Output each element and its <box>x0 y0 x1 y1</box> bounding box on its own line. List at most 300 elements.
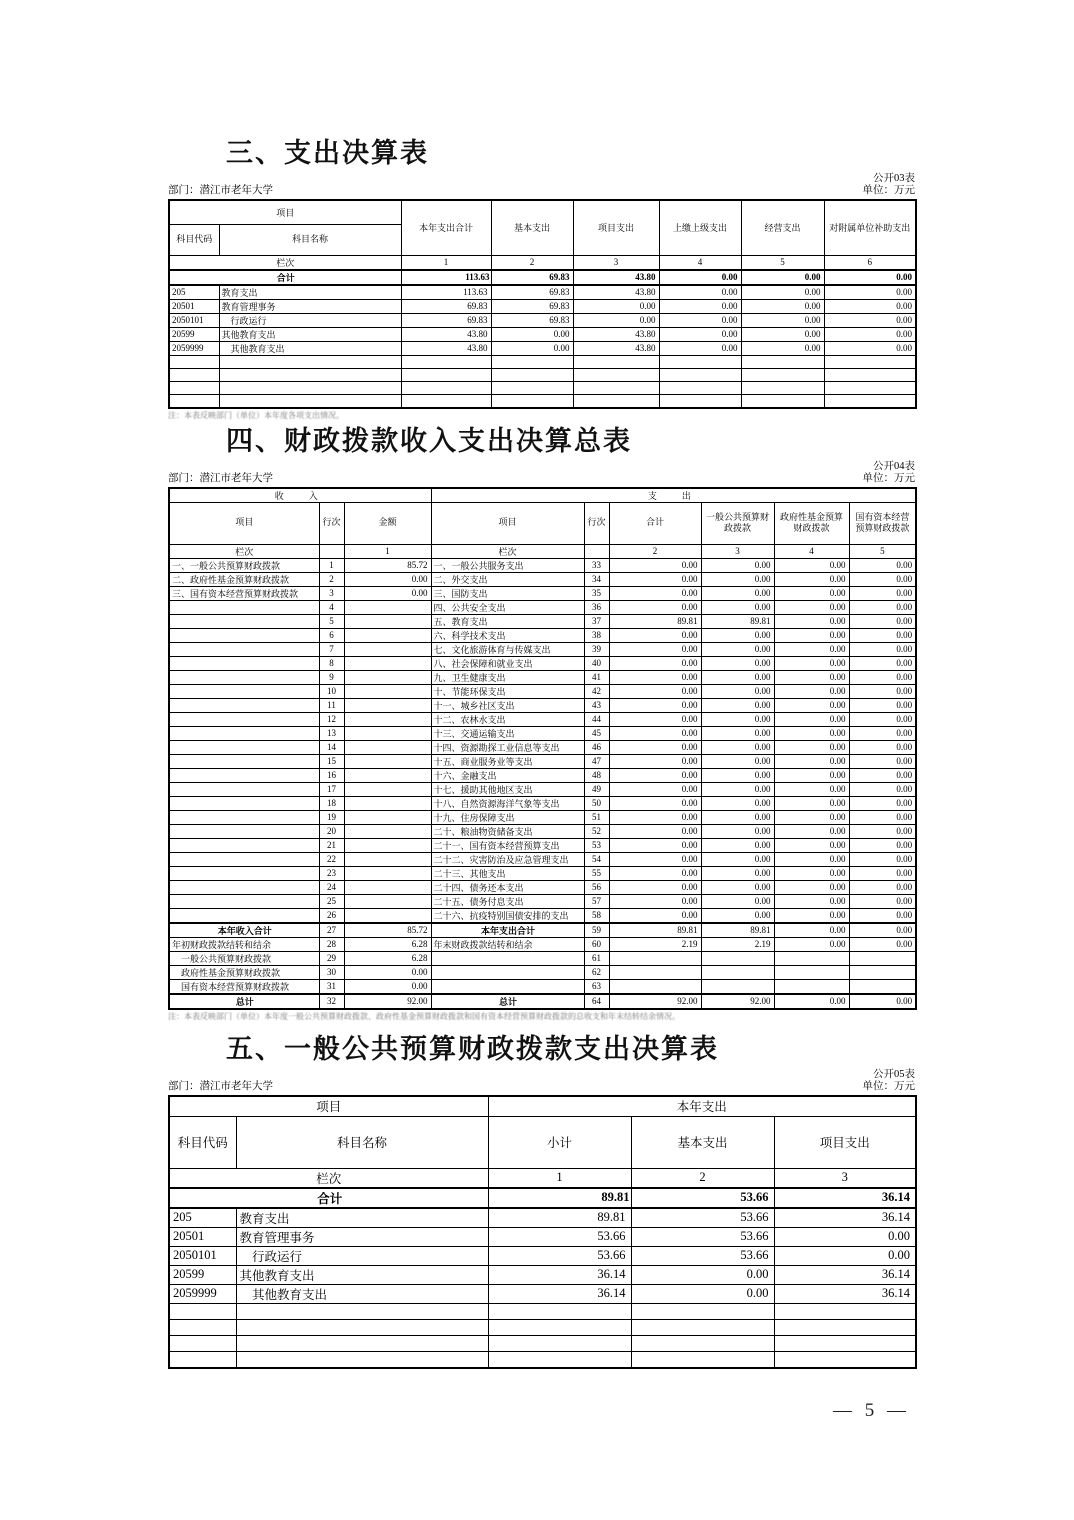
table5-body <box>169 1188 916 1368</box>
table-cell: 0.00 <box>659 299 741 313</box>
table-cell <box>774 979 849 994</box>
table-cell: 92.00 <box>701 994 774 1009</box>
table-cell: 0.00 <box>774 782 849 796</box>
col-header: 基本支出 <box>491 200 573 256</box>
table3-meta <box>168 185 915 198</box>
table-cell: 0.00 <box>344 572 431 586</box>
table-cell: 51 <box>584 810 609 824</box>
table-cell: 0.00 <box>609 558 701 572</box>
department-label: 部门：潜江市老年大学 <box>168 185 273 197</box>
table-cell: 0.00 <box>824 313 916 327</box>
table-row <box>169 810 916 824</box>
table-cell <box>169 614 319 628</box>
table-cell: 17 <box>319 782 344 796</box>
table-cell <box>236 1303 488 1319</box>
header-row <box>169 488 916 503</box>
table-cell: 19 <box>319 810 344 824</box>
table-cell: 53.66 <box>631 1208 774 1228</box>
table-cell: 0.00 <box>741 285 824 300</box>
table-cell: 其他教育支出 <box>236 1265 488 1284</box>
department-label: 部门：潜江市老年大学 <box>168 473 273 485</box>
table-cell: 行政运行 <box>219 313 401 327</box>
table-cell: 0.00 <box>701 628 774 642</box>
table-cell <box>236 1319 488 1335</box>
table-cell: 本年收入合计 <box>169 923 319 938</box>
table-cell: 0.00 <box>609 572 701 586</box>
table-cell: 二、政府性基金预算财政拨款 <box>169 572 319 586</box>
column-index-row <box>169 544 916 558</box>
table-cell <box>573 355 659 368</box>
table-row <box>169 852 916 866</box>
table-cell: 0.00 <box>701 796 774 810</box>
col-num: 6 <box>824 255 916 270</box>
table-cell <box>344 880 431 894</box>
table-cell: 3 <box>319 586 344 600</box>
table-cell <box>169 656 319 670</box>
project-header: 项目 <box>169 200 401 225</box>
table-cell: 三、国有资本经营预算财政拨款 <box>169 586 319 600</box>
lanci-blank <box>584 544 609 558</box>
table-cell <box>741 381 824 394</box>
table-cell: 0.00 <box>774 852 849 866</box>
table-cell <box>631 1335 774 1351</box>
table-cell: 23 <box>319 866 344 880</box>
table-cell <box>169 838 319 852</box>
table-cell: 89.81 <box>609 614 701 628</box>
table-cell: 一、一般公共服务支出 <box>431 558 584 572</box>
table-cell <box>344 810 431 824</box>
table-cell: 56 <box>584 880 609 894</box>
table-cell <box>774 965 849 979</box>
column-index-row <box>169 1168 916 1188</box>
table-cell: 6 <box>319 628 344 642</box>
table-cell: 20501 <box>169 1227 236 1246</box>
table-cell <box>344 628 431 642</box>
sheet-label-03: 公开03表 <box>873 173 915 185</box>
table-cell <box>236 1335 488 1351</box>
table-cell: 64 <box>584 994 609 1009</box>
table-cell: 0.00 <box>659 327 741 341</box>
table-cell: 十、节能环保支出 <box>431 684 584 698</box>
table-cell <box>169 670 319 684</box>
table4-note: 注：本表反映部门（单位）本年度一般公共预算财政拨款、政府性基金预算财政拨款和国有资本经营预算财政拨款的总收支和年末结转结余情况。 <box>168 1011 680 1021</box>
table-cell: 0.00 <box>609 586 701 600</box>
table-row <box>169 558 916 572</box>
table-cell <box>344 712 431 726</box>
table-cell: 0.00 <box>824 299 916 313</box>
table-cell: 0.00 <box>774 698 849 712</box>
table-cell: 十三、交通运输支出 <box>431 726 584 740</box>
table-cell: 20599 <box>169 327 219 341</box>
table-cell: 0.00 <box>701 712 774 726</box>
table-cell <box>169 740 319 754</box>
table-cell: 53.66 <box>488 1246 631 1265</box>
table-cell: 0.00 <box>774 1227 916 1246</box>
lanci-label: 栏次 <box>169 1168 488 1188</box>
unit-label: 单位：万元 <box>862 185 915 197</box>
table-cell <box>488 1303 631 1319</box>
table-cell <box>344 768 431 782</box>
table-cell: 36.14 <box>774 1284 916 1303</box>
table5-meta <box>168 1081 915 1094</box>
table-cell <box>169 1351 236 1368</box>
table-cell <box>169 712 319 726</box>
table-cell: 41 <box>584 670 609 684</box>
table-cell: 教育管理事务 <box>219 299 401 313</box>
table-cell: 92.00 <box>344 994 431 1009</box>
col-header: 行次 <box>319 502 344 544</box>
col-header: 对附属单位补助支出 <box>824 200 916 256</box>
table-cell: 40 <box>584 656 609 670</box>
lanci-label: 栏次 <box>431 544 584 558</box>
col-header: 项目支出 <box>774 1116 916 1168</box>
expenditure-final-accounts-table <box>168 199 917 409</box>
table-row <box>169 726 916 740</box>
table-cell: 0.00 <box>741 313 824 327</box>
table-cell: 36.14 <box>774 1265 916 1284</box>
col-num: 4 <box>774 544 849 558</box>
table-cell: 10 <box>319 684 344 698</box>
table-cell: 0.00 <box>849 824 916 838</box>
table-cell <box>344 656 431 670</box>
table-cell: 十九、住房保障支出 <box>431 810 584 824</box>
table-cell: 59 <box>584 923 609 938</box>
table-row <box>169 1188 916 1208</box>
table-cell <box>488 1319 631 1335</box>
col-num: 2 <box>631 1168 774 1188</box>
table-row <box>169 368 916 381</box>
table-cell <box>701 979 774 994</box>
table-cell <box>401 394 491 408</box>
table-cell: 0.00 <box>609 628 701 642</box>
table-row <box>169 937 916 951</box>
table-cell <box>169 600 319 614</box>
table-cell: 总计 <box>169 994 319 1009</box>
section3-title: 三、支出决算表 <box>226 138 429 168</box>
table-cell <box>631 1303 774 1319</box>
table-cell <box>849 965 916 979</box>
table-row <box>169 285 916 300</box>
table-cell: 0.00 <box>849 994 916 1009</box>
table-cell <box>431 979 584 994</box>
table-cell: 0.00 <box>609 824 701 838</box>
table-cell: 十八、自然资源海洋气象等支出 <box>431 796 584 810</box>
table-cell <box>488 1335 631 1351</box>
table-row <box>169 1265 916 1284</box>
table-cell <box>659 368 741 381</box>
table-cell: 89.81 <box>609 923 701 938</box>
table-cell: 53.66 <box>631 1188 774 1208</box>
table-cell: 0.00 <box>849 782 916 796</box>
table-cell: 0.00 <box>701 908 774 923</box>
table-cell <box>169 782 319 796</box>
table-cell: 0.00 <box>849 558 916 572</box>
table-cell <box>849 979 916 994</box>
table-cell: 20599 <box>169 1265 236 1284</box>
table-cell <box>169 698 319 712</box>
table-cell: 六、科学技术支出 <box>431 628 584 642</box>
table-cell: 61 <box>584 951 609 965</box>
table-cell: 一般公共预算财政拨款 <box>169 951 319 965</box>
table-cell: 54 <box>584 852 609 866</box>
table-row <box>169 1335 916 1351</box>
table-cell <box>169 754 319 768</box>
subject-code-header: 科目代码 <box>169 1116 236 1168</box>
section4-title: 四、财政拨款收入支出决算总表 <box>226 426 632 456</box>
table-cell <box>659 355 741 368</box>
table-cell <box>659 381 741 394</box>
table-cell: 0.00 <box>701 698 774 712</box>
table-cell <box>701 965 774 979</box>
table-cell: 0.00 <box>774 880 849 894</box>
table-cell: 0.00 <box>609 642 701 656</box>
table-cell: 年初财政拨款结转和结余 <box>169 937 319 951</box>
table-row <box>169 572 916 586</box>
table-cell <box>169 1303 236 1319</box>
table-row <box>169 600 916 614</box>
lanci-label: 栏次 <box>169 544 319 558</box>
table-cell: 0.00 <box>849 642 916 656</box>
table-cell: 38 <box>584 628 609 642</box>
table-cell: 二十一、国有资本经营预算支出 <box>431 838 584 852</box>
table-cell <box>344 614 431 628</box>
table-cell: 43.80 <box>573 285 659 300</box>
table-cell: 十四、资源勘探工业信息等支出 <box>431 740 584 754</box>
table-cell: 0.00 <box>609 698 701 712</box>
table-cell <box>824 355 916 368</box>
table-cell <box>344 684 431 698</box>
table-cell: 0.00 <box>491 341 573 355</box>
table-cell: 0.00 <box>741 341 824 355</box>
table-row <box>169 894 916 908</box>
expense-section-header: 支 出 <box>431 488 916 503</box>
table-cell <box>701 951 774 965</box>
table-cell: 0.00 <box>849 880 916 894</box>
table-cell: 0.00 <box>701 880 774 894</box>
table-cell: 0.00 <box>701 838 774 852</box>
table-cell: 16 <box>319 768 344 782</box>
table-cell: 0.00 <box>824 327 916 341</box>
table-cell <box>169 796 319 810</box>
table-cell: 二十三、其他支出 <box>431 866 584 880</box>
table-cell: 30 <box>319 965 344 979</box>
table-cell <box>344 782 431 796</box>
table-cell: 国有资本经营预算财政拨款 <box>169 979 319 994</box>
col-header: 经营支出 <box>741 200 824 256</box>
table-cell: 113.63 <box>401 285 491 300</box>
table-cell <box>344 852 431 866</box>
year-expense-header: 本年支出 <box>488 1096 916 1117</box>
table-cell: 二十、粮油物资储备支出 <box>431 824 584 838</box>
table-cell: 0.00 <box>774 712 849 726</box>
table-cell <box>169 894 319 908</box>
table-cell: 0.00 <box>849 586 916 600</box>
table-cell: 0.00 <box>774 586 849 600</box>
lanci-label: 栏次 <box>169 255 401 270</box>
table-cell: 0.00 <box>609 880 701 894</box>
table-cell: 28 <box>319 937 344 951</box>
table-cell: 53.66 <box>631 1227 774 1246</box>
table-cell: 2059999 <box>169 341 219 355</box>
table-cell <box>774 1319 916 1335</box>
table-cell: 43.80 <box>573 341 659 355</box>
table-cell: 53.66 <box>488 1227 631 1246</box>
table-cell: 2.19 <box>609 937 701 951</box>
table-cell: 0.00 <box>609 656 701 670</box>
table-cell <box>631 1319 774 1335</box>
table-cell: 二十五、债务付息支出 <box>431 894 584 908</box>
table-cell <box>344 726 431 740</box>
table-row <box>169 908 916 923</box>
table-cell: 八、社会保障和就业支出 <box>431 656 584 670</box>
col-num: 1 <box>401 255 491 270</box>
col-header: 小计 <box>488 1116 631 1168</box>
table-cell: 43 <box>584 698 609 712</box>
table-cell: 44 <box>584 712 609 726</box>
sheet-label-05: 公开05表 <box>873 1069 915 1081</box>
table-cell: 其他教育支出 <box>236 1284 488 1303</box>
table-row <box>169 614 916 628</box>
col-num: 3 <box>573 255 659 270</box>
table-cell <box>169 908 319 923</box>
table-cell: 十六、金融支出 <box>431 768 584 782</box>
table-cell: 0.00 <box>701 754 774 768</box>
col-num: 4 <box>659 255 741 270</box>
table-cell: 0.00 <box>849 894 916 908</box>
department-label: 部门：潜江市老年大学 <box>168 1081 273 1093</box>
table-cell <box>169 642 319 656</box>
table-cell: 七、文化旅游体育与传媒支出 <box>431 642 584 656</box>
table-cell: 0.00 <box>609 852 701 866</box>
table-cell: 89.81 <box>488 1208 631 1228</box>
table-cell: 7 <box>319 642 344 656</box>
table-cell <box>401 355 491 368</box>
table-cell: 21 <box>319 838 344 852</box>
project-header: 项目 <box>169 1096 488 1117</box>
table-cell: 0.00 <box>849 796 916 810</box>
table-row <box>169 923 916 938</box>
table-row <box>169 1319 916 1335</box>
table-cell <box>169 880 319 894</box>
table-cell: 1 <box>319 558 344 572</box>
table-row <box>169 656 916 670</box>
table-cell: 0.00 <box>774 600 849 614</box>
table-cell: 0.00 <box>701 852 774 866</box>
table-cell: 11 <box>319 698 344 712</box>
table-cell: 0.00 <box>774 726 849 740</box>
table-cell: 31 <box>319 979 344 994</box>
table-cell: 42 <box>584 684 609 698</box>
table-cell: 0.00 <box>701 726 774 740</box>
table-row <box>169 698 916 712</box>
table-cell: 49 <box>584 782 609 796</box>
table-cell: 0.00 <box>701 824 774 838</box>
table-cell: 0.00 <box>774 810 849 824</box>
table-row <box>169 1284 916 1303</box>
table-cell: 9 <box>319 670 344 684</box>
table-row <box>169 1246 916 1265</box>
column-index-row <box>169 255 916 270</box>
table-cell: 0.00 <box>849 726 916 740</box>
table-row <box>169 394 916 408</box>
table-cell: 0.00 <box>609 782 701 796</box>
table-cell: 58 <box>584 908 609 923</box>
col-num: 3 <box>701 544 774 558</box>
table-cell: 一、一般公共预算财政拨款 <box>169 558 319 572</box>
table-row <box>169 838 916 852</box>
table-cell: 0.00 <box>774 768 849 782</box>
table-row <box>169 642 916 656</box>
table-row <box>169 1303 916 1319</box>
col-header: 基本支出 <box>631 1116 774 1168</box>
col-header: 行次 <box>584 502 609 544</box>
table-cell <box>824 381 916 394</box>
table-cell <box>344 824 431 838</box>
table3-note: 注：本表反映部门（单位）本年度各项支出情况。 <box>168 410 344 420</box>
table-cell: 0.00 <box>849 810 916 824</box>
table-cell: 36.14 <box>774 1188 916 1208</box>
table-cell: 2.19 <box>701 937 774 951</box>
table-cell <box>401 381 491 394</box>
table-cell: 二十二、灾害防治及应急管理支出 <box>431 852 584 866</box>
table-cell: 0.00 <box>659 270 741 285</box>
table-row <box>169 299 916 313</box>
table-row <box>169 782 916 796</box>
table-row <box>169 355 916 368</box>
table-cell: 15 <box>319 754 344 768</box>
header-row <box>169 502 916 544</box>
table-cell: 教育支出 <box>219 285 401 300</box>
table-cell: 2 <box>319 572 344 586</box>
table4-body <box>169 558 916 1009</box>
table-cell: 89.81 <box>701 923 774 938</box>
col-num: 1 <box>488 1168 631 1188</box>
col-header: 上缴上级支出 <box>659 200 741 256</box>
table-cell: 89.81 <box>701 614 774 628</box>
table3-body <box>169 270 916 408</box>
table-cell: 89.81 <box>488 1188 631 1208</box>
table-cell: 69.83 <box>401 299 491 313</box>
table-row <box>169 824 916 838</box>
table-cell: 85.72 <box>344 923 431 938</box>
table-row <box>169 994 916 1009</box>
table-row <box>169 796 916 810</box>
table-cell: 43.80 <box>573 270 659 285</box>
table-row <box>169 880 916 894</box>
table-cell <box>344 698 431 712</box>
col-num: 5 <box>741 255 824 270</box>
table-cell: 十二、农林水支出 <box>431 712 584 726</box>
table-cell: 0.00 <box>849 684 916 698</box>
table-cell <box>169 768 319 782</box>
table-cell: 0.00 <box>774 642 849 656</box>
table-row <box>169 1208 916 1228</box>
table-row <box>169 313 916 327</box>
table-cell <box>344 670 431 684</box>
table-cell: 43.80 <box>401 341 491 355</box>
table-cell <box>344 838 431 852</box>
col-header: 项目支出 <box>573 200 659 256</box>
table-cell: 53 <box>584 838 609 852</box>
table-cell: 0.00 <box>774 894 849 908</box>
table-cell: 0.00 <box>609 796 701 810</box>
table-cell <box>169 810 319 824</box>
table-cell: 总计 <box>431 994 584 1009</box>
table-cell: 0.00 <box>774 923 849 938</box>
table-cell: 55 <box>584 866 609 880</box>
table-cell <box>169 726 319 740</box>
section5-title: 五、一般公共预算财政拨款支出决算表 <box>226 1034 719 1064</box>
